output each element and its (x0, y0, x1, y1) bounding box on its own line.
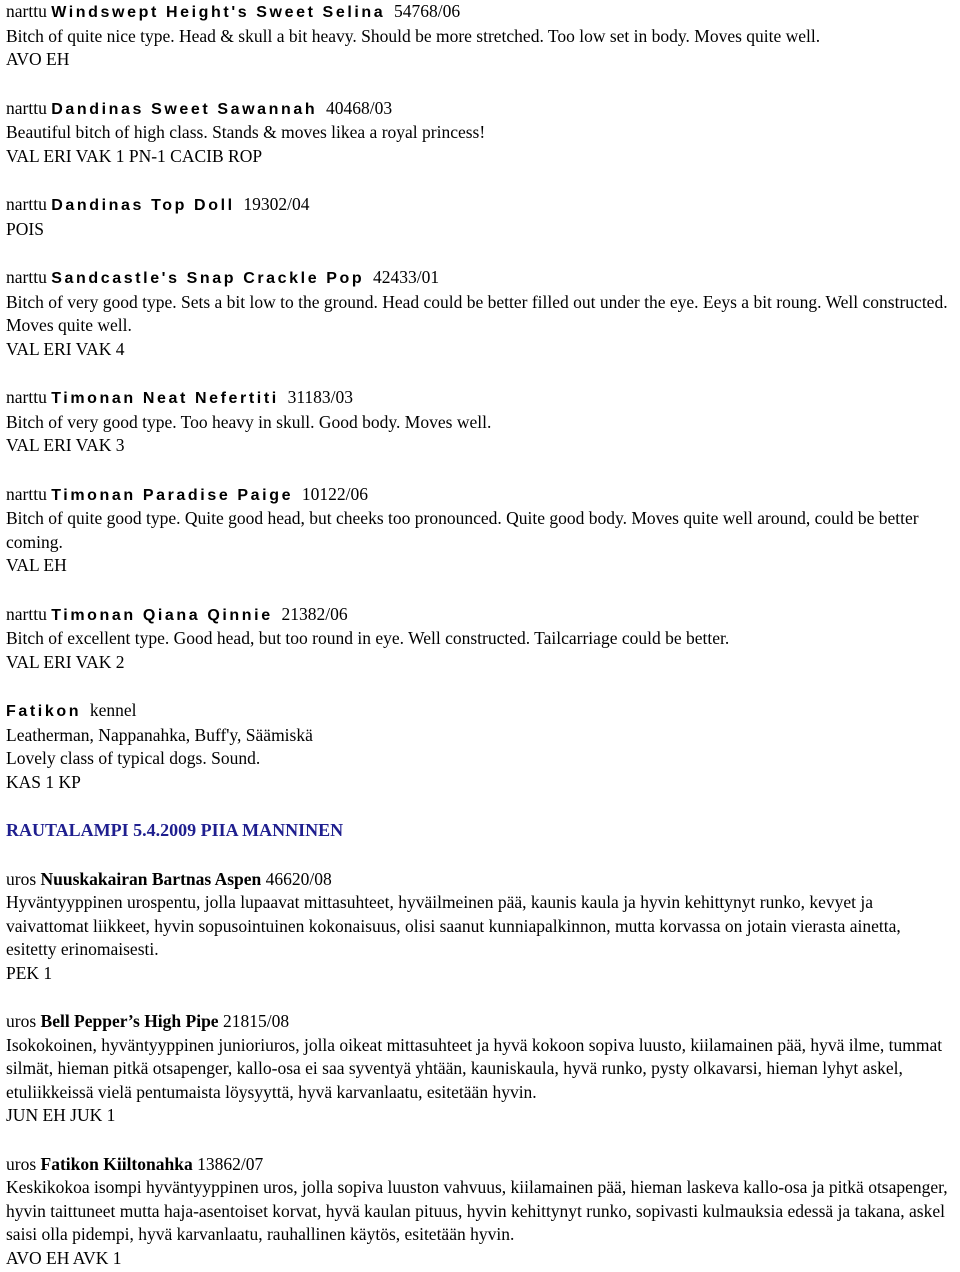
critique-text: Beautiful bitch of high class. Stands & moves likea a royal princess! (6, 122, 486, 142)
result-text: VAL ERI VAK 2 (6, 651, 125, 672)
result-text: VAL ERI VAK 4 (6, 338, 125, 359)
dog-entry (6, 193, 954, 241)
spacer (6, 168, 954, 193)
entry-header (6, 603, 954, 628)
registration-number: 46620/08 (265, 868, 332, 889)
spacer (6, 794, 954, 819)
critique-text: Bitch of excellent type. Good head, but too round in eye. Well constructed. Tailcarriage could be better. (6, 628, 730, 648)
spacer (6, 458, 954, 483)
result-text: POIS (6, 218, 44, 239)
critique-text: Bitch of quite nice type. Head & skull a bit heavy. Should be more stretched. Too low set in body. Moves quite well. (6, 25, 821, 46)
entry-header (6, 1153, 954, 1177)
registration-number: 40468/03 (326, 97, 393, 118)
sex-prefix: narttu (6, 267, 47, 287)
sex-prefix: uros (6, 1153, 37, 1174)
spacer (6, 985, 954, 1010)
spacer (6, 578, 954, 603)
spacer (6, 1128, 954, 1153)
critique-text: Hyväntyyppinen urospentu, jolla lupaavat mittasuhteet, hyväilmeinen pää, kaunis kaula ja hyvin kehittynyt runko, kevyet ja vaivattomat liikkeet, hyvin sopusointuinen kokonaisuus, olisi saanut kunniapalkinnon, mutta korvassa on jotain vierasta ainetta, esitetty erinomaisesti. (6, 892, 901, 959)
sex-prefix: uros (6, 1011, 37, 1031)
registration-number: 31183/03 (287, 387, 354, 407)
registration-number: 21815/08 (222, 1011, 290, 1031)
dog-name: Fatikon Kiiltonahka (40, 1153, 193, 1174)
result-text: VAL ERI VAK 3 (6, 435, 125, 455)
dog-entry (6, 603, 954, 675)
result-text: AVO EH (6, 49, 70, 69)
dog-entry (6, 1010, 954, 1128)
dog-name: Timonan Paradise Paige (51, 486, 294, 504)
dog-name: Dandinas Top Doll (51, 197, 235, 214)
dog-name: Nuuskakairan Bartnas Aspen (40, 868, 262, 889)
result-text: PEK 1 (6, 962, 53, 983)
entry-header (6, 97, 954, 122)
result-text: JUN EH JUK 1 (6, 1105, 116, 1125)
spacer (6, 72, 954, 97)
registration-number: 10122/06 (301, 483, 368, 504)
sex-prefix: narttu (6, 603, 47, 624)
critique-text: Bitch of quite good type. Quite good head, but cheeks too pronounced. Quite good body. Moves quite well around, could be better coming. (6, 508, 919, 552)
kennel-entry (6, 699, 954, 794)
registration-number: 13862/07 (197, 1153, 264, 1174)
spacer (6, 674, 954, 699)
dog-name: Timonan Qiana Qinnie (51, 606, 273, 624)
dog-name: Dandinas Sweet Sawannah (51, 100, 318, 118)
dog-entry (6, 97, 954, 169)
spacer (6, 241, 954, 266)
critique-text: Bitch of very good type. Sets a bit low to the ground. Head could be better filled out under the eye. Eeys a bit roung. Well constructed. Moves quite well. (6, 291, 948, 335)
spacer (6, 843, 954, 868)
entry-header (6, 1010, 954, 1034)
registration-number: 42433/01 (373, 267, 440, 287)
kennel-suffix: kennel (89, 700, 137, 720)
dog-entry (6, 483, 954, 578)
kennel-name: Fatikon (6, 703, 82, 720)
entry-header (6, 193, 954, 218)
critique-text: Isokokoinen, hyväntyyppinen junioriuros, jolla oikeat mittasuhteet ja hyvä kokoon sopiva luusto, kiilamainen pää, hyvä ilme, tummat silmät, hieman pitkä otsapenger, kallo-osa ei saa syventyä yhtään, kauniskaula, hyvä runko, pysty olkavarsi, hieman lyhyt askel, etuliikkeissä vielä pentumaista löysyyttä, hyvä karvanlaatu, esitetään hyvin. (6, 1034, 943, 1102)
show-heading: RAUTALAMPI 5.4.2009 PIIA MANNINEN (6, 820, 344, 840)
dog-name: Timonan Neat Nefertiti (51, 390, 279, 407)
critique-text: Keskikokoa isompi hyväntyyppinen uros, jolla sopiva luuston vahvuus, kiilamainen pää, hieman laskeva kallo-osa ja pitkä otsapenger, hyvin taittuneet mutta haja-asentoiset korvat, hyvä kaulan pituus, hyvin kehittynyt runko, sopivasti kulmauksia edessä ja takana, askel saisi olla pidempi, hyvä karvanlaatu, rauhallinen käytös, esitetään hyvin. (6, 1177, 948, 1244)
dog-entry (6, 0, 954, 72)
dog-name: Bell Pepper’s High Pipe (40, 1011, 219, 1031)
dog-entry (6, 868, 954, 986)
sex-prefix: narttu (6, 483, 47, 504)
spacer (6, 361, 954, 386)
sex-prefix: narttu (6, 194, 47, 214)
dog-entry (6, 266, 954, 361)
sex-prefix: narttu (6, 97, 47, 118)
sex-prefix: narttu (6, 1, 47, 21)
result-text: AVO EH AVK 1 (6, 1247, 122, 1268)
entry-header (6, 0, 954, 25)
entry-header (6, 266, 954, 291)
entry-header (6, 386, 954, 411)
dog-name: Sandcastle's Snap Crackle Pop (51, 270, 365, 287)
registration-number: 54768/06 (394, 1, 461, 21)
dog-entry (6, 386, 954, 458)
critique-text: Lovely class of typical dogs. Sound. (6, 748, 261, 768)
result-text: KAS 1 KP (6, 771, 81, 792)
result-text: VAL EH (6, 555, 67, 575)
dog-entry (6, 1153, 954, 1271)
registration-number: 19302/04 (243, 194, 310, 214)
result-text: VAL ERI VAK 1 PN-1 CACIB ROP (6, 145, 263, 166)
entry-header (6, 483, 954, 508)
kennel-header (6, 699, 954, 724)
critique-text: Bitch of very good type. Too heavy in skull. Good body. Moves well. (6, 411, 492, 432)
dog-name: Windswept Height's Sweet Selina (51, 4, 386, 21)
kennel-dogs: Leatherman, Nappanahka, Buff'y, Säämiskä (6, 724, 313, 745)
sex-prefix: uros (6, 868, 37, 889)
entry-header (6, 868, 954, 892)
registration-number: 21382/06 (281, 603, 348, 624)
sex-prefix: narttu (6, 387, 47, 407)
